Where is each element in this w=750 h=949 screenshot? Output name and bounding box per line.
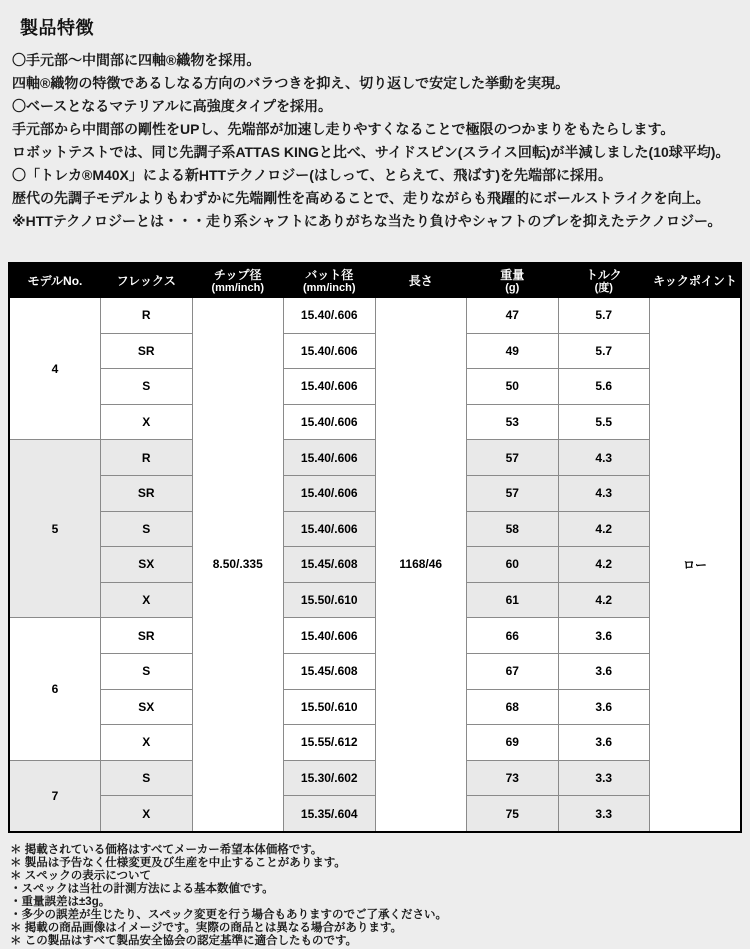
feature-line: ロボットテストでは、同じ先調子系ATTAS KINGと比べ、サイドスピン(スライス回転)が半減しました(10球平均)。 bbox=[12, 144, 730, 160]
kick-cell: ロー bbox=[650, 298, 742, 832]
page-title: 製品特徴 bbox=[20, 18, 94, 38]
table-header-row bbox=[9, 263, 741, 298]
col-header-label: トルク bbox=[585, 267, 622, 282]
torque-cell: 4.2 bbox=[558, 511, 650, 547]
note-line: ＊ 掲載されている価格はすべてメーカー希望本体価格です。 bbox=[10, 843, 323, 856]
flex-cell: SR bbox=[101, 333, 193, 369]
torque-cell: 5.5 bbox=[558, 404, 650, 440]
col-header-kick-point bbox=[650, 263, 742, 298]
weight-cell: 53 bbox=[467, 404, 559, 440]
note-line: ＊ 製品は予告なく仕様変更及び生産を中止することがあります。 bbox=[10, 856, 346, 869]
torque-cell: 3.3 bbox=[558, 760, 650, 796]
butt-cell: 15.40/.606 bbox=[284, 298, 376, 334]
col-header-unit: (mm/inch) bbox=[302, 281, 356, 294]
table-row bbox=[9, 298, 741, 334]
col-header-label: キックポイント bbox=[653, 273, 737, 288]
flex-cell: X bbox=[101, 404, 193, 440]
length-cell: 1168/46 bbox=[375, 298, 467, 832]
col-header-label: モデルNo. bbox=[27, 273, 83, 288]
col-header-unit: (度) bbox=[594, 281, 613, 294]
butt-cell: 15.40/.606 bbox=[284, 369, 376, 405]
torque-cell: 3.6 bbox=[558, 725, 650, 761]
model-cell: 5 bbox=[9, 440, 101, 618]
note-line: ＊ この製品はすべて製品安全協会の認定基準に適合したものです。 bbox=[10, 934, 358, 947]
weight-cell: 67 bbox=[467, 653, 559, 689]
col-header-label: チップ径 bbox=[213, 267, 262, 282]
note-line: ・重量誤差は±3g。 bbox=[10, 895, 111, 908]
butt-cell: 15.40/.606 bbox=[284, 440, 376, 476]
flex-cell: R bbox=[101, 440, 193, 476]
torque-cell: 5.7 bbox=[558, 298, 650, 334]
torque-cell: 3.6 bbox=[558, 653, 650, 689]
torque-cell: 4.3 bbox=[558, 440, 650, 476]
note-line: ・スペックは当社の計測方法による基本数値です。 bbox=[10, 882, 274, 895]
col-header-label: 重量 bbox=[500, 267, 525, 282]
butt-cell: 15.55/.612 bbox=[284, 725, 376, 761]
spec-table bbox=[8, 262, 742, 833]
weight-cell: 75 bbox=[467, 796, 559, 832]
torque-cell: 4.2 bbox=[558, 582, 650, 618]
feature-line: 〇ベースとなるマテリアルに高強度タイプを採用。 bbox=[12, 98, 333, 114]
flex-cell: SX bbox=[101, 547, 193, 583]
weight-cell: 58 bbox=[467, 511, 559, 547]
tip-cell: 8.50/.335 bbox=[192, 298, 284, 832]
weight-cell: 57 bbox=[467, 475, 559, 511]
col-header-unit: (g) bbox=[505, 281, 520, 294]
flex-cell: R bbox=[101, 298, 193, 334]
col-header-torque bbox=[558, 263, 650, 298]
butt-cell: 15.45/.608 bbox=[284, 653, 376, 689]
flex-cell: S bbox=[101, 511, 193, 547]
torque-cell: 5.6 bbox=[558, 369, 650, 405]
torque-cell: 4.2 bbox=[558, 547, 650, 583]
col-header-label: バット径 bbox=[305, 267, 354, 282]
note-line: ・多少の誤差が生じたり、スペック変更を行う場合もありますのでご了承ください。 bbox=[10, 908, 447, 921]
col-header-flex bbox=[101, 263, 193, 298]
feature-line: 手元部から中間部の剛性をUPし、先端部が加速し走りやすくなることで極限のつかまりをもたらします。 bbox=[12, 121, 675, 137]
butt-cell: 15.40/.606 bbox=[284, 333, 376, 369]
col-header-label: フレックス bbox=[116, 273, 176, 288]
col-header-tip-diameter bbox=[192, 263, 284, 298]
feature-line: 歴代の先調子モデルよりもわずかに先端剛性を高めることで、走りながらも飛躍的にボールストライクを向上。 bbox=[12, 190, 710, 206]
col-header-label: 長さ bbox=[408, 273, 433, 288]
feature-line: 〇手元部～中間部に四軸®織物を採用。 bbox=[12, 52, 261, 68]
model-cell: 7 bbox=[9, 760, 101, 832]
flex-cell: X bbox=[101, 796, 193, 832]
butt-cell: 15.50/.610 bbox=[284, 689, 376, 725]
butt-cell: 15.30/.602 bbox=[284, 760, 376, 796]
model-cell: 4 bbox=[9, 298, 101, 440]
footnote-list bbox=[10, 844, 750, 948]
weight-cell: 57 bbox=[467, 440, 559, 476]
weight-cell: 50 bbox=[467, 369, 559, 405]
note-line: ＊ 掲載の商品画像はイメージです。実際の商品とは異なる場合があります。 bbox=[10, 921, 403, 934]
torque-cell: 3.6 bbox=[558, 618, 650, 654]
col-header-weight bbox=[467, 263, 559, 298]
note-line: ＊ スペックの表示について bbox=[10, 869, 151, 882]
butt-cell: 15.40/.606 bbox=[284, 404, 376, 440]
torque-cell: 3.6 bbox=[558, 689, 650, 725]
weight-cell: 61 bbox=[467, 582, 559, 618]
feature-line: 〇「トレカ®M40X」による新HTTテクノロジー(はしって、とらえて、飛ばす)を先端部に採用。 bbox=[12, 167, 613, 183]
col-header-model bbox=[9, 263, 101, 298]
model-cell: 6 bbox=[9, 618, 101, 760]
weight-cell: 47 bbox=[467, 298, 559, 334]
butt-cell: 15.40/.606 bbox=[284, 511, 376, 547]
butt-cell: 15.45/.608 bbox=[284, 547, 376, 583]
feature-line: 四軸®織物の特徴であるしなる方向のバラつきを抑え、切り返しで安定した挙動を実現。 bbox=[12, 75, 570, 91]
weight-cell: 69 bbox=[467, 725, 559, 761]
butt-cell: 15.40/.606 bbox=[284, 618, 376, 654]
feature-line: ※HTTテクノロジーとは・・・走り系シャフトにありがちな当たり負けやシャフトのブレを抑えたテクノロジー。 bbox=[12, 213, 722, 229]
torque-cell: 5.7 bbox=[558, 333, 650, 369]
butt-cell: 15.35/.604 bbox=[284, 796, 376, 832]
flex-cell: SX bbox=[101, 689, 193, 725]
butt-cell: 15.40/.606 bbox=[284, 475, 376, 511]
weight-cell: 73 bbox=[467, 760, 559, 796]
butt-cell: 15.50/.610 bbox=[284, 582, 376, 618]
flex-cell: S bbox=[101, 760, 193, 796]
flex-cell: X bbox=[101, 582, 193, 618]
weight-cell: 68 bbox=[467, 689, 559, 725]
col-header-unit: (mm/inch) bbox=[211, 281, 265, 294]
flex-cell: S bbox=[101, 653, 193, 689]
col-header-butt-diameter bbox=[284, 263, 376, 298]
flex-cell: S bbox=[101, 369, 193, 405]
flex-cell: SR bbox=[101, 618, 193, 654]
flex-cell: X bbox=[101, 725, 193, 761]
weight-cell: 60 bbox=[467, 547, 559, 583]
col-header-length bbox=[375, 263, 467, 298]
torque-cell: 4.3 bbox=[558, 475, 650, 511]
torque-cell: 3.3 bbox=[558, 796, 650, 832]
flex-cell: SR bbox=[101, 475, 193, 511]
feature-list bbox=[12, 49, 750, 233]
weight-cell: 66 bbox=[467, 618, 559, 654]
weight-cell: 49 bbox=[467, 333, 559, 369]
